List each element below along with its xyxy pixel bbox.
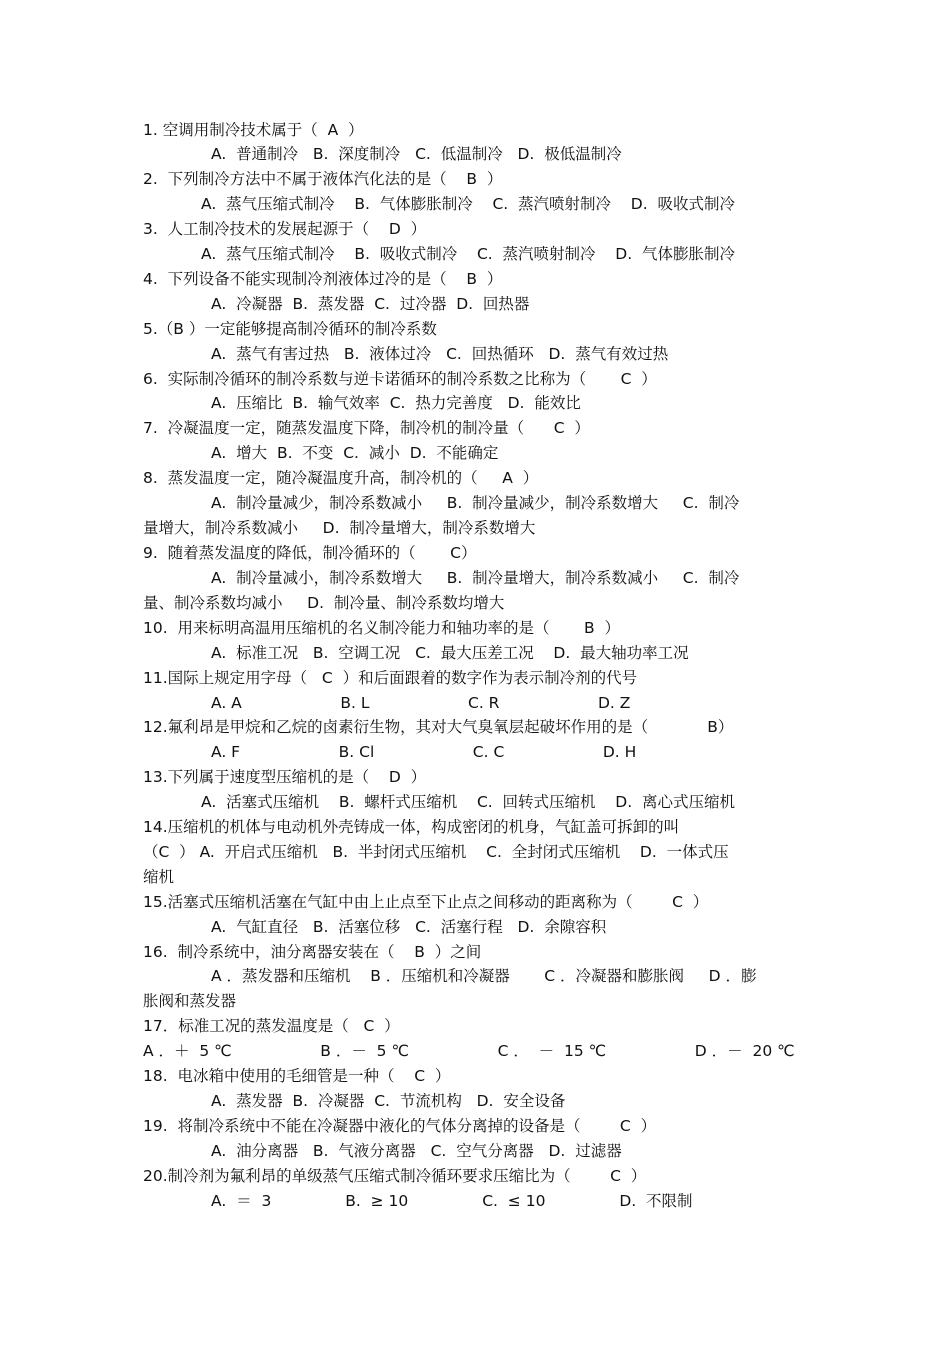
question-16: 16. 制冷系统中，油分离器安装在（ B ）之间 — [143, 943, 482, 961]
options-18: A. 蒸发器 B. 冷凝器 C. 节流机构 D. 安全设备 — [211, 1092, 566, 1110]
question-20: 20.制冷剂为氟利昂的单级蒸气压缩式制冷循环要求压缩比为（ C ） — [143, 1167, 647, 1185]
options-7: A. 增大 B. 不变 C. 减小 D. 不能确定 — [211, 444, 499, 462]
options-9-line-2: 量、制冷系数均减小 D. 制冷量、制冷系数均增大 — [143, 594, 505, 612]
question-6: 6. 实际制冷循环的制冷系数与逆卡诺循环的制冷系数之比称为（ C ） — [143, 370, 657, 388]
question-17: 17．标准工况的蒸发温度是（ C ） — [143, 1017, 400, 1035]
question-14-wrap: 缩机 — [143, 868, 175, 886]
question-11: 11.国际上规定用字母（ C ）和后面跟着的数字作为表示制冷剂的代号 — [143, 669, 638, 687]
question-12: 12.氟利昂是甲烷和乙烷的卤素衍生物，其对大气臭氧层起破坏作用的是（ B） — [143, 718, 734, 736]
options-16-line-2: 胀阀和蒸发器 — [143, 992, 237, 1010]
options-16-line-1: A ．蒸发器和压缩机 B ．压缩机和冷凝器 C ．冷凝器和膨胀阀 D ．膨 — [211, 967, 757, 985]
question-4: 4. 下列设备不能实现制冷剂液体过冷的是（ B ） — [143, 270, 503, 288]
options-4: A. 冷凝器 B. 蒸发器 C. 过冷器 D. 回热器 — [211, 295, 530, 313]
options-1: A. 普通制冷 B. 深度制冷 C. 低温制冷 D. 极低温制冷 — [211, 145, 622, 163]
options-6: A. 压缩比 B. 输气效率 C. 热力完善度 D. 能效比 — [211, 394, 581, 412]
question-15: 15.活塞式压缩机活塞在气缸中由上止点至下止点之间移动的距离称为（ C ） — [143, 893, 709, 911]
options-13: A. 活塞式压缩机 B. 螺杆式压缩机 C. 回转式压缩机 D. 离心式压缩机 — [201, 793, 735, 811]
options-5: A. 蒸气有害过热 B. 液体过冷 C. 回热循环 D. 蒸气有效过热 — [211, 345, 669, 363]
question-5: 5.（B ）一定能够提高制冷循环的制冷系数 — [143, 320, 437, 338]
question-1: 1. 空调用制冷技术属于（ A ） — [143, 121, 364, 139]
options-9-line-1: A. 制冷量减小，制冷系数增大 B. 制冷量增大，制冷系数减小 C. 制冷 — [211, 569, 740, 587]
options-19: A. 油分离器 B. 气液分离器 C. 空气分离器 D. 过滤器 — [211, 1142, 622, 1160]
options-10: A. 标准工况 B. 空调工况 C. 最大压差工况 D. 最大轴功率工况 — [211, 644, 689, 662]
options-20: A. ＝ 3 B. ≥ 10 C. ≤ 10 D. 不限制 — [211, 1192, 693, 1210]
options-3: A. 蒸气压缩式制冷 B. 吸收式制冷 C. 蒸汽喷射制冷 D. 气体膨胀制冷 — [201, 245, 735, 263]
options-12: A. F B. Cl C. C D. H — [211, 743, 637, 761]
question-18: 18. 电冰箱中使用的毛细管是一种（ C ） — [143, 1067, 451, 1085]
options-17: A ．＋ 5 ℃ B ．－ 5 ℃ C ． － 15 ℃ D ．－ 20 ℃ — [143, 1042, 795, 1060]
question-13: 13.下列属于速度型压缩机的是（ D ） — [143, 768, 427, 786]
options-8-line-2: 量增大，制冷系数减小 D. 制冷量增大，制冷系数增大 — [143, 519, 536, 537]
question-3: 3. 人工制冷技术的发展起源于（ D ） — [143, 220, 427, 238]
question-19: 19. 将制冷系统中不能在冷凝器中液化的气体分离掉的设备是（ C ） — [143, 1117, 657, 1135]
question-14: 14.压缩机的机体与电动机外壳铸成一体，构成密闭的机身，气缸盖可拆卸的叫 — [143, 818, 680, 836]
options-2: A. 蒸气压缩式制冷 B. 气体膨胀制冷 C. 蒸汽喷射制冷 D. 吸收式制冷 — [201, 195, 735, 213]
options-8-line-1: A. 制冷量减少，制冷系数减小 B. 制冷量减少，制冷系数增大 C. 制冷 — [211, 494, 740, 512]
question-7: 7. 冷凝温度一定，随蒸发温度下降，制冷机的制冷量（ C ） — [143, 419, 590, 437]
question-2: 2. 下列制冷方法中不属于液体汽化法的是（ B ） — [143, 170, 503, 188]
options-11: A. A B. L C. R D. Z — [211, 694, 631, 712]
question-8: 8. 蒸发温度一定，随冷凝温度升高，制冷机的（ A ） — [143, 469, 539, 487]
question-10: 10. 用来标明高温用压缩机的名义制冷能力和轴功率的是（ B ） — [143, 619, 620, 637]
question-9: 9. 随着蒸发温度的降低，制冷循环的（ C） — [143, 544, 477, 562]
question-14-options: （C ） A. 开启式压缩机 B. 半封闭式压缩机 C. 全封闭式压缩机 D. 一体式压 — [143, 843, 729, 861]
options-15: A. 气缸直径 B. 活塞位移 C. 活塞行程 D. 余隙容积 — [211, 918, 607, 936]
